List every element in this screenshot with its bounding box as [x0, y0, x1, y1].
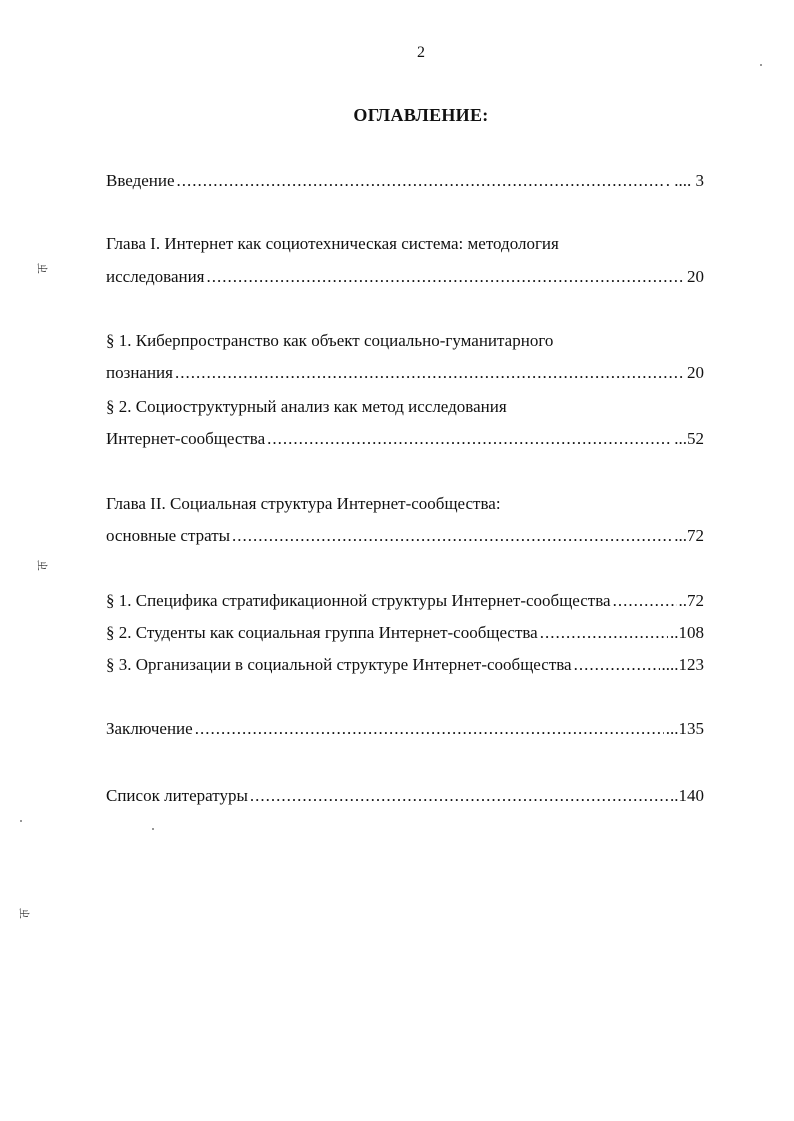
toc-entry-label: основные страты	[106, 526, 231, 545]
leader-dots	[574, 654, 660, 676]
toc-entry-label: исследования	[106, 267, 205, 286]
toc-entry-page: ...72	[674, 526, 704, 545]
toc-entry-ch2-s1	[106, 590, 704, 612]
scan-mark-1: ㄓ	[34, 260, 53, 277]
leader-dots	[232, 525, 672, 547]
toc-entry-page: ..140	[670, 786, 704, 805]
toc-entry-label: Введение	[106, 171, 175, 190]
toc-entry-label: § 2. Студенты как социальная группа Интернет-сообщества	[106, 623, 538, 642]
toc-ch1-s1-title: § 1. Киберпространство как объект социально-гуманитарного	[106, 331, 554, 350]
toc-entry-ch1-s1	[106, 362, 704, 384]
scan-speck	[20, 820, 22, 822]
toc-entry-ch2-s3	[106, 654, 704, 676]
toc-entry-page: . .... 3	[665, 171, 704, 190]
toc-entry-page: 20	[687, 363, 704, 382]
toc-entry-label: Интернет-сообщества	[106, 429, 266, 448]
leader-dots	[613, 590, 677, 612]
toc-entry-page: ..108	[670, 623, 704, 642]
toc-entry-page: ...135	[665, 719, 704, 738]
toc-entry-chapter1	[106, 266, 704, 288]
scan-speck	[760, 64, 762, 66]
toc-entry-page: ....123	[661, 655, 704, 674]
toc-entry-label: § 3. Организации в социальной структуре Интернет-сообщества	[106, 655, 572, 674]
toc-entry-page: ...52	[674, 429, 704, 448]
leader-dots	[195, 718, 664, 740]
toc-entry-label: Заключение	[106, 719, 193, 738]
toc-entry-ch2-s2	[106, 622, 704, 644]
toc-entry-intro	[106, 170, 704, 192]
leader-dots	[540, 622, 668, 644]
toc-entry-ch1-s2	[106, 428, 704, 450]
toc-entry-label: § 1. Специфика стратификационной структуры Интернет-сообщества	[106, 591, 611, 610]
scan-mark-2: ㄓ	[34, 557, 53, 574]
toc-entry-chapter2	[106, 525, 704, 547]
scan-speck	[152, 828, 154, 830]
leader-dots	[250, 785, 668, 807]
toc-title: ОГЛАВЛЕНИЕ:	[353, 105, 489, 125]
toc-entry-label: Список литературы	[106, 786, 248, 805]
toc-entry-bibliography	[106, 785, 704, 807]
toc-ch1-s2-title: § 2. Социоструктурный анализ как метод исследования	[106, 397, 507, 416]
toc-chapter2-title: Глава II. Социальная структура Интернет-сообщества:	[106, 494, 501, 513]
toc-entry-label: познания	[106, 363, 173, 382]
toc-entry-page: ..72	[678, 591, 704, 610]
leader-dots	[207, 266, 685, 288]
scan-mark-3: ㄓ	[16, 905, 35, 922]
leader-dots	[177, 170, 664, 192]
leader-dots	[175, 362, 685, 384]
leader-dots	[267, 428, 672, 450]
toc-entry-page: 20	[687, 267, 704, 286]
page-number: 2	[417, 44, 425, 61]
toc-entry-conclusion	[106, 718, 704, 740]
toc-chapter1-title: Глава I. Интернет как социотехническая система: методология	[106, 234, 559, 253]
